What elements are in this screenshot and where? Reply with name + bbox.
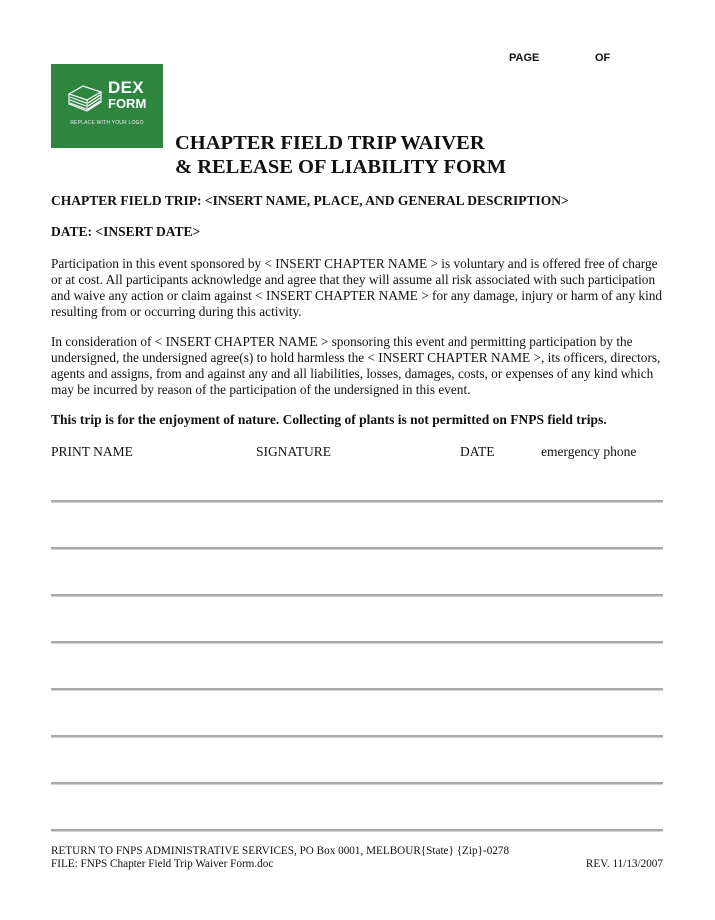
paper-stack-icon [67,82,105,112]
logo-text-dex: DEX [108,78,144,97]
column-date: DATE [460,444,495,459]
signature-line[interactable] [51,641,663,644]
date-field: DATE: <INSERT DATE> [51,224,201,239]
consideration-paragraph: In consideration of < INSERT CHAPTER NAME > sponsoring this event and permitting participation by the undersigned, the undersigned agree(s) to hold harmless the < INSERT CHAPTER NAME >, its officers, directors, agents and assigns, from and against any and all liabilities, losses, damages, costs, or expenses of any kind which may be incurred by reason of the participation of the undersigned in this event. [51,334,661,397]
footer-revision: REV. 11/13/2007 [585,858,663,870]
logo [51,64,163,148]
column-signature: SIGNATURE [256,444,332,459]
notice-text: This trip is for the enjoyment of nature. Collecting of plants is not permitted on FNPS field trips. [51,412,607,427]
participation-paragraph: Participation in this event sponsored by < INSERT CHAPTER NAME > is voluntary and is offered free of charge or at cost. All participants acknowledge and agree that they will assume all risk associated with such participation and waive any action or claim against < INSERT CHAPTER NAME > for any damage, injury or harm of any kind resulting from or occurring during this activity. [51,256,663,319]
signature-line[interactable] [51,594,663,597]
page-label: PAGE [509,52,540,64]
column-print-name: PRINT NAME [51,444,133,459]
signature-line[interactable] [51,782,663,785]
signature-line[interactable] [51,500,663,503]
logo-tagline: REPLACE WITH YOUR LOGO [70,120,144,126]
field-trip-field: CHAPTER FIELD TRIP: <INSERT NAME, PLACE, AND GENERAL DESCRIPTION> [51,193,569,208]
signature-line[interactable] [51,547,663,550]
of-label: OF [595,52,611,64]
column-emergency-phone: emergency phone [541,444,637,459]
logo-text-form: FORM [108,96,147,111]
title-line-1: CHAPTER FIELD TRIP WAIVER [175,132,485,154]
page-title [175,131,506,179]
signature-line[interactable] [51,688,663,691]
footer-file-name: FILE: FNPS Chapter Field Trip Waiver Form.doc [51,858,274,870]
signature-line[interactable] [51,829,663,832]
signature-line[interactable] [51,735,663,738]
footer-return-address: RETURN TO FNPS ADMINISTRATIVE SERVICES, PO Box 0001, MELBOUR{State} {Zip}-0278 [51,845,510,857]
title-line-2: & RELEASE OF LIABILITY FORM [175,156,507,178]
